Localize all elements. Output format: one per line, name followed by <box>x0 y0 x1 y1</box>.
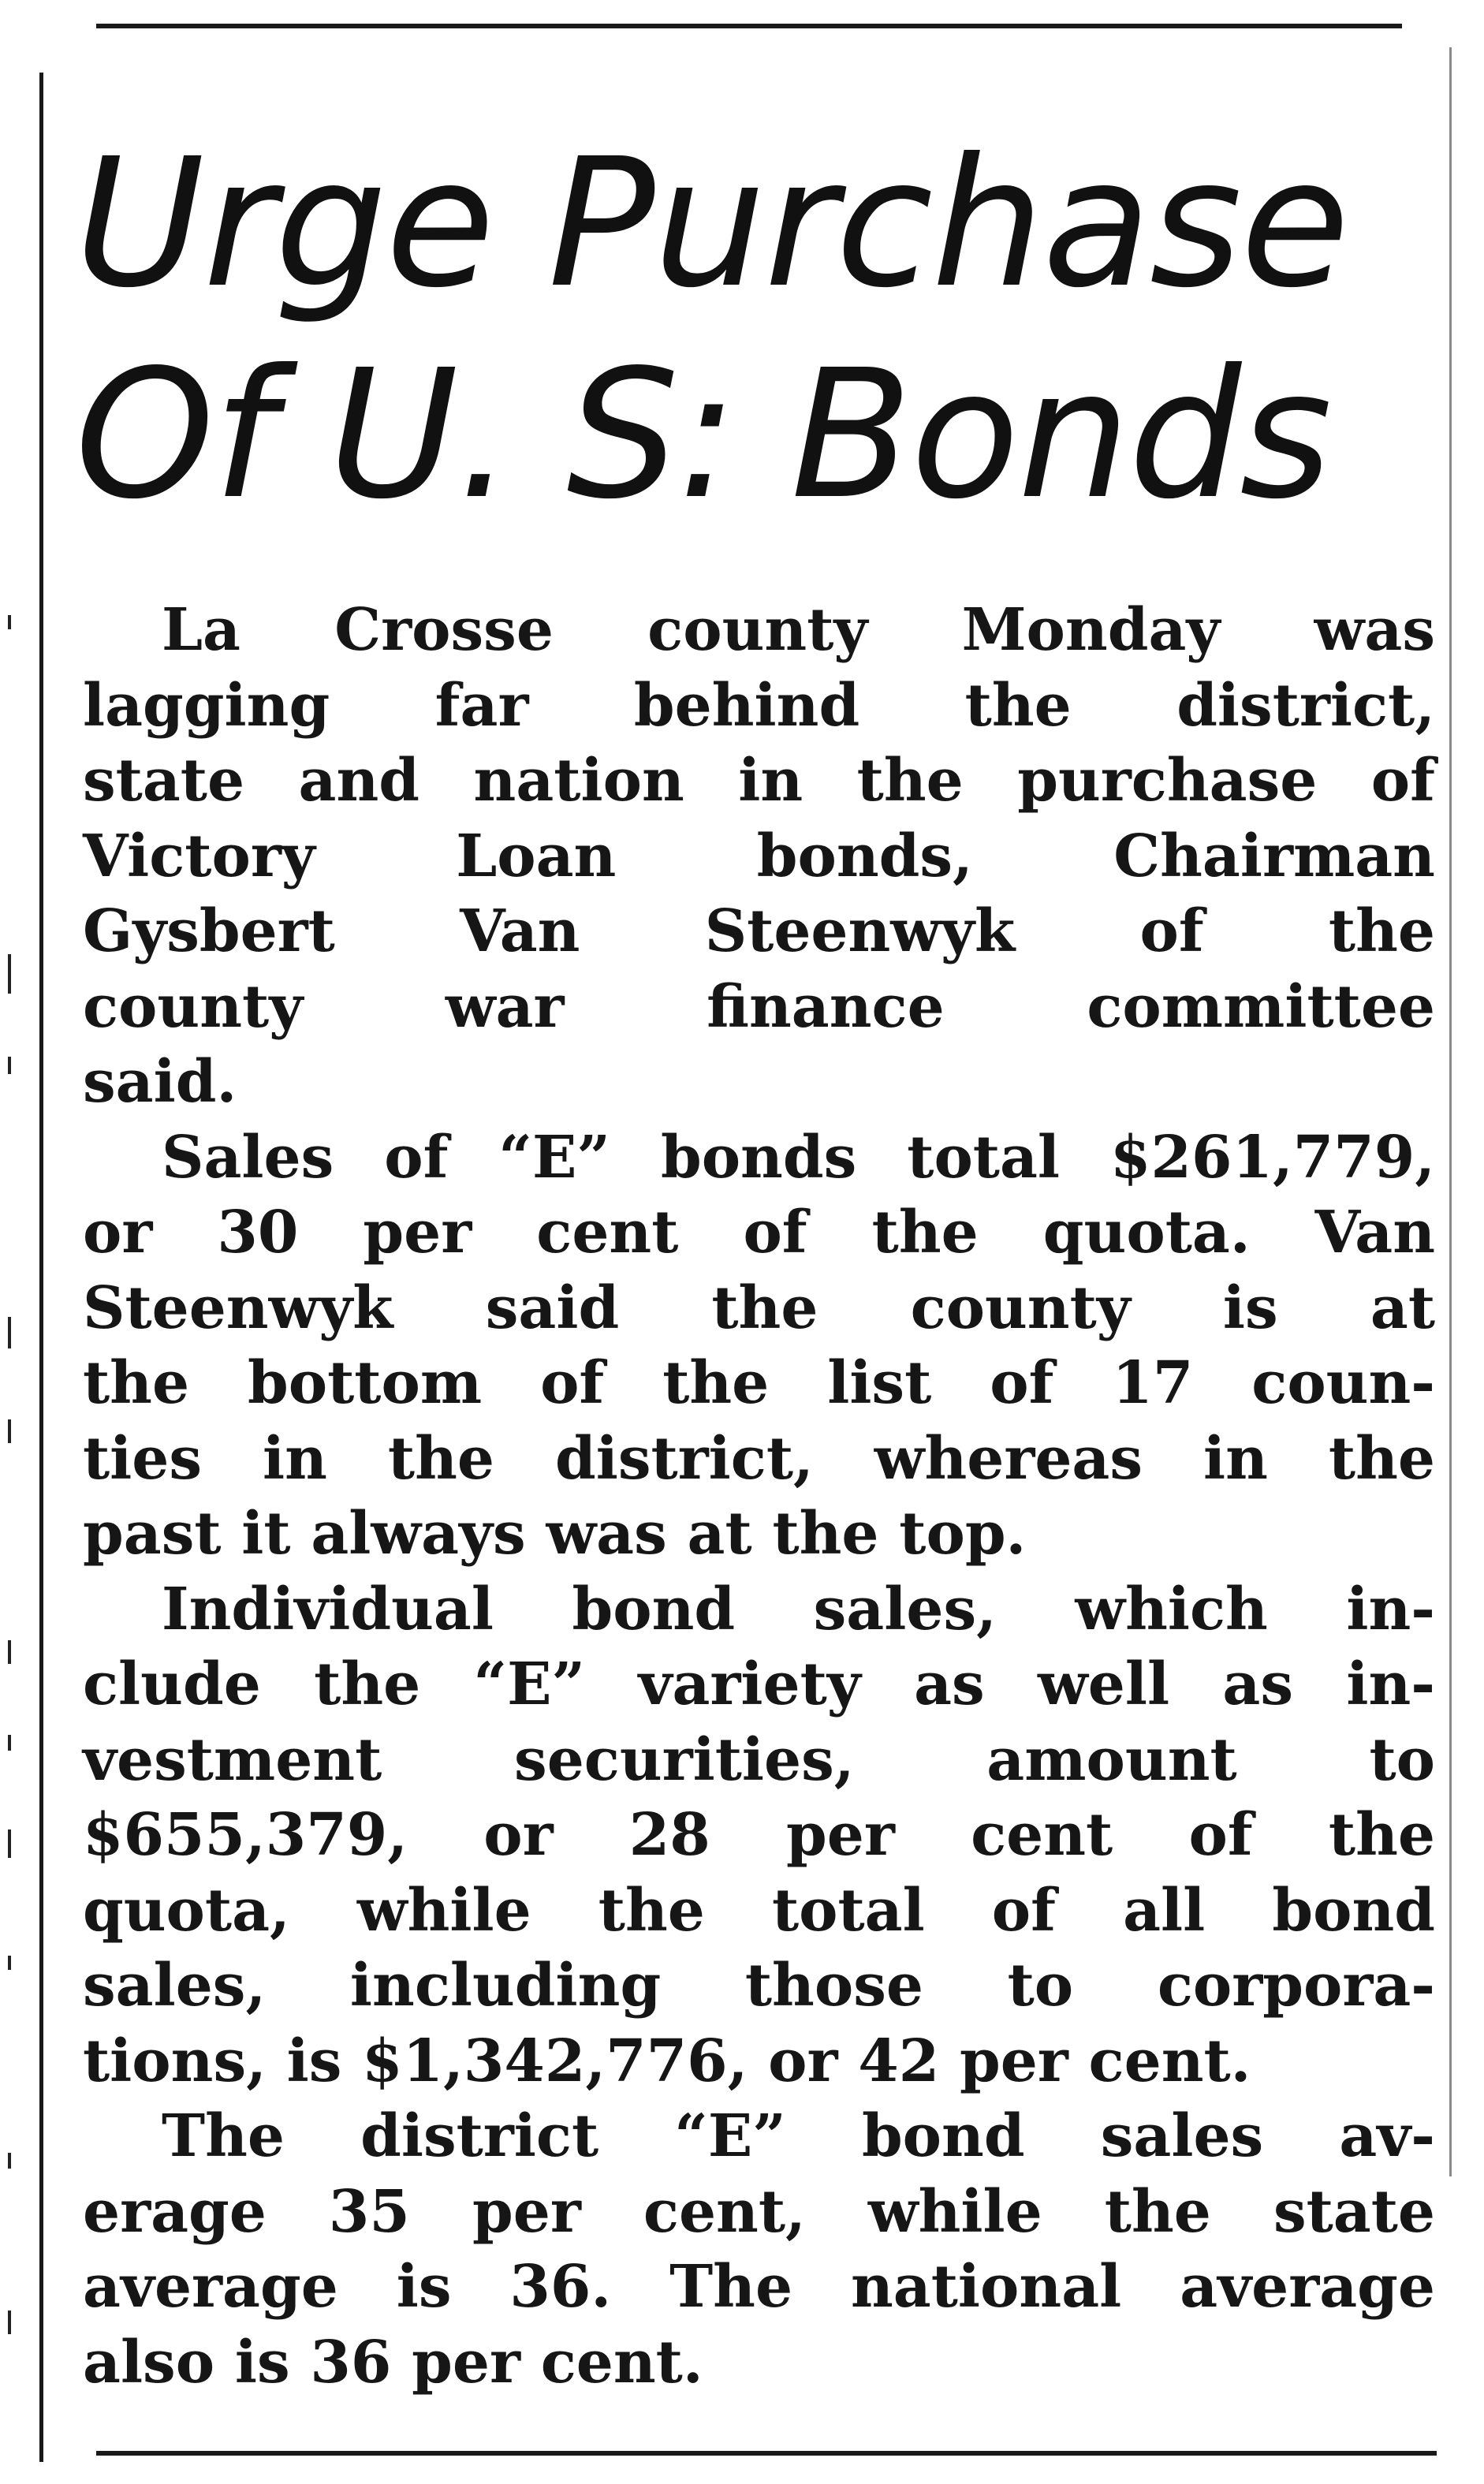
headline <box>75 118 1415 541</box>
paragraph-3 <box>83 1572 1435 2100</box>
text-line: past it always was at the top. <box>83 1500 1027 1568</box>
text-line: $655,379, or 28 per cent of the <box>83 1801 1435 1869</box>
text-line: Gysbert Van Steenwyk of the <box>83 897 1435 965</box>
text-line: ties in the district, whereas in the <box>83 1424 1435 1493</box>
text-line: or 30 per cent of the quota. Van <box>83 1199 1435 1266</box>
text-line: county war finance committee <box>83 972 1435 1041</box>
paragraph-4 <box>83 2099 1435 2400</box>
text-line: tions, is $1,342,776, or 42 per cent. <box>83 2027 1251 2095</box>
text-line: clude the “E” variety as well as in- <box>83 1650 1435 1718</box>
paragraph-2 <box>83 1121 1435 1572</box>
text-line: vestment securities, amount to <box>83 1725 1435 1794</box>
text-line: said. <box>83 1048 237 1116</box>
headline-line-2: Of U. S: Bonds <box>75 332 1331 539</box>
text-line: Victory Loan bonds, Chairman <box>83 822 1435 890</box>
text-line: average is 36. The national average <box>83 2253 1435 2321</box>
text-line: Individual bond sales, which in- <box>162 1575 1435 1643</box>
paragraph-1 <box>83 593 1435 1121</box>
margin-marks <box>5 615 21 2429</box>
text-line: Sales of “E” bonds total $261,779, <box>162 1123 1435 1192</box>
text-line: The district “E” bond sales av- <box>162 2102 1435 2170</box>
article-body <box>83 593 1435 2400</box>
right-column-rule <box>1449 47 1452 2176</box>
text-line: state and nation in the purchase of <box>83 747 1435 815</box>
text-line: quota, while the total of all bond <box>83 1876 1435 1945</box>
text-line: La Crosse county Monday was <box>162 596 1435 664</box>
headline-line-1: Urge Purchase <box>75 121 1348 327</box>
text-line: also is 36 per cent. <box>83 2328 703 2396</box>
left-column-rule <box>39 73 43 2462</box>
bottom-rule <box>96 2451 1437 2456</box>
top-rule <box>96 24 1402 28</box>
text-line: the bottom of the list of 17 coun- <box>83 1349 1435 1417</box>
text-line: sales, including those to corpora- <box>83 1952 1435 2020</box>
text-line: Steenwyk said the county is at <box>83 1274 1435 1342</box>
text-line: erage 35 per cent, while the state <box>83 2177 1435 2246</box>
text-line: lagging far behind the district, <box>83 671 1435 740</box>
